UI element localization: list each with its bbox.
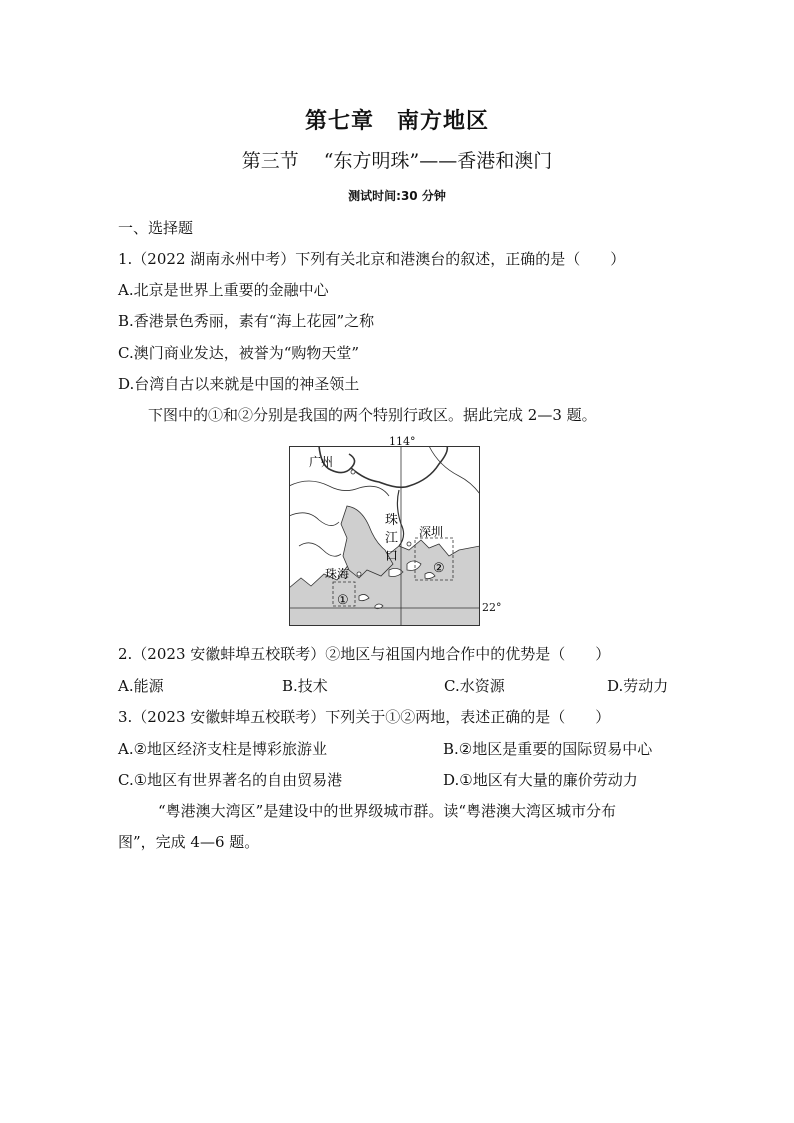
marker-2-label: ② <box>433 560 445 575</box>
q1-option-b: B.香港景色秀丽，素有“海上花园”之称 <box>118 312 375 330</box>
bay-area-intro-line2: 图”，完成 4—6 题。 <box>118 833 260 851</box>
zhuhai-marker <box>357 572 361 576</box>
shenzhen-label: 深圳 <box>419 525 444 539</box>
q1-option-d: D.台湾自古以来就是中国的神圣领土 <box>118 375 360 393</box>
q1-option-a: A.北京是世界上重要的金融中心 <box>118 281 329 299</box>
section-title: 第三节 “东方明珠”——香港和澳门 <box>241 150 553 172</box>
q2-option-d: D.劳动力 <box>607 677 669 695</box>
bay-area-intro-line1: “粤港澳大湾区”是建设中的世界级城市群。读“粤港澳大湾区城市分布 <box>158 802 617 820</box>
question-type-heading: 一、选择题 <box>118 219 194 237</box>
q1-stem: 1.（2022 湖南永州中考）下列有关北京和港澳台的叙述，正确的是（ ） <box>118 250 626 268</box>
zhuhai-label: 珠海 <box>325 567 350 581</box>
marker-1-label: ① <box>337 592 349 607</box>
test-time: 测试时间:30 分钟 <box>348 189 446 203</box>
q2-option-b: B.技术 <box>282 677 328 695</box>
pearl-river-mouth-label-2: 江 <box>385 530 399 545</box>
pearl-river-mouth-label-1: 珠 <box>385 512 399 527</box>
q2-option-a: A.能源 <box>118 677 164 695</box>
shenzhen-marker <box>407 542 411 546</box>
guangzhou-label: 广州 <box>309 455 334 469</box>
q3-option-b: B.②地区是重要的国际贸易中心 <box>443 740 653 758</box>
pearl-river-delta-map <box>289 446 480 626</box>
q3-stem: 3.（2023 安徽蚌埠五校联考）下列关于①②两地，表述正确的是（ ） <box>118 708 611 726</box>
q3-option-c: C.①地区有世界著名的自由贸易港 <box>118 771 343 789</box>
pearl-river-mouth-label-3: 口 <box>385 548 399 563</box>
latitude-label: 22° <box>482 601 502 614</box>
q3-option-a: A.②地区经济支柱是博彩旅游业 <box>118 740 328 758</box>
q2-option-c: C.水资源 <box>444 677 505 695</box>
q2-options <box>118 675 678 695</box>
q2-stem: 2.（2023 安徽蚌埠五校联考）②地区与祖国内地合作中的优势是（ ） <box>118 645 611 663</box>
longitude-label: 114° <box>389 435 416 448</box>
q1-option-c: C.澳门商业发达，被誉为“购物天堂” <box>118 344 360 362</box>
guangzhou-marker <box>351 470 355 474</box>
map-intro: 下图中的①和②分别是我国的两个特别行政区。据此完成 2—3 题。 <box>148 406 597 424</box>
chapter-title: 第七章 南方地区 <box>304 108 489 134</box>
q3-option-d: D.①地区有大量的廉价劳动力 <box>443 771 638 789</box>
